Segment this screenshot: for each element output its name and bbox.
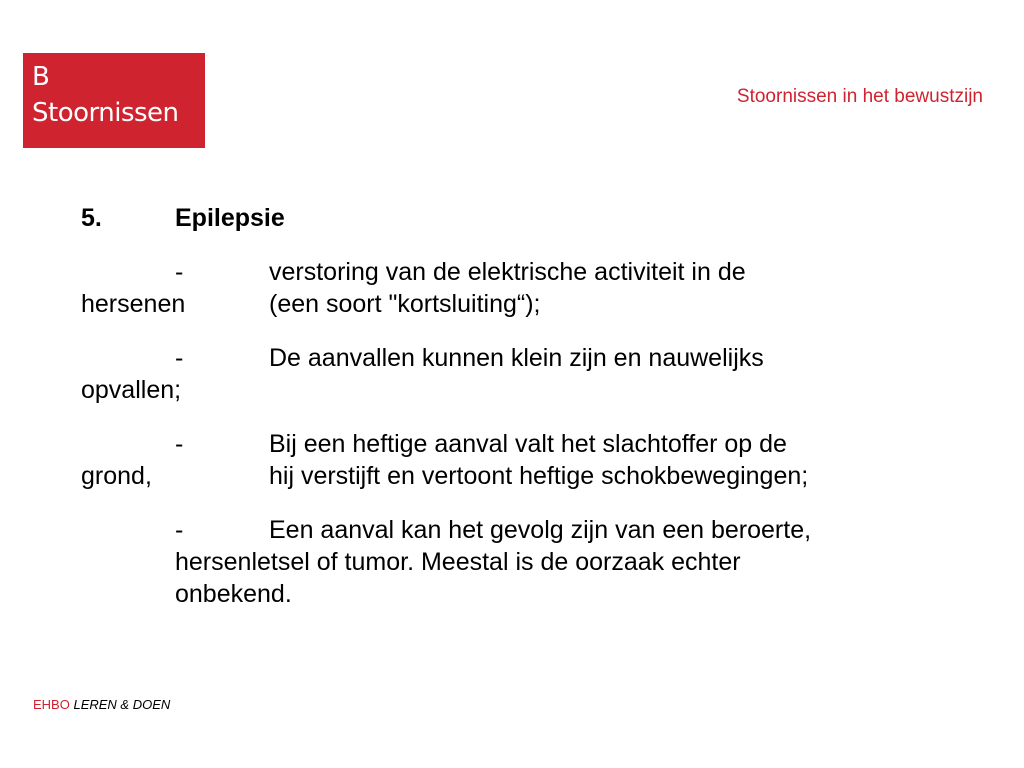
bullet-text: Bij een heftige aanval valt het slachtoffer op de <box>269 430 787 458</box>
footer <box>33 697 170 712</box>
bullet-continuation: hij verstijft en vertoont heftige schokbewegingen; <box>269 462 809 490</box>
bullet-dash: - <box>175 516 184 544</box>
bullet-continuation: onbekend. <box>175 580 292 608</box>
slide-body <box>81 202 961 632</box>
bullet-dash: - <box>175 258 184 286</box>
bullet-continuation: (een soort "kortsluiting“); <box>269 290 541 318</box>
bullet-item <box>81 514 961 610</box>
footer-tagline: LEREN & DOEN <box>73 697 171 712</box>
bullet-text: verstoring van de elektrische activiteit in de <box>269 258 746 286</box>
bullet-item <box>81 256 961 320</box>
footer-brand: EHBO <box>33 697 70 712</box>
logo <box>23 53 205 148</box>
section-heading <box>81 202 961 234</box>
section-title: Epilepsie <box>175 204 285 232</box>
bullet-dash: - <box>175 430 184 458</box>
section-number: 5. <box>81 204 102 232</box>
logo-text: Stoornissen <box>32 98 179 128</box>
logo-letter: B <box>32 62 50 92</box>
bullet-continuation-lead: grond, <box>81 462 152 490</box>
bullet-continuation-lead: hersenen <box>81 290 186 318</box>
bullet-item <box>81 428 961 492</box>
slide-header-title: Stoornissen in het bewustzijn <box>736 86 983 107</box>
bullet-dash: - <box>175 344 184 372</box>
bullet-item <box>81 342 961 406</box>
bullet-text: Een aanval kan het gevolg zijn van een beroerte, <box>269 516 812 544</box>
bullet-text: De aanvallen kunnen klein zijn en nauwelijks <box>269 344 764 372</box>
bullet-continuation-lead: opvallen; <box>81 376 182 404</box>
bullet-continuation: hersenletsel of tumor. Meestal is de oorzaak echter <box>175 548 741 576</box>
